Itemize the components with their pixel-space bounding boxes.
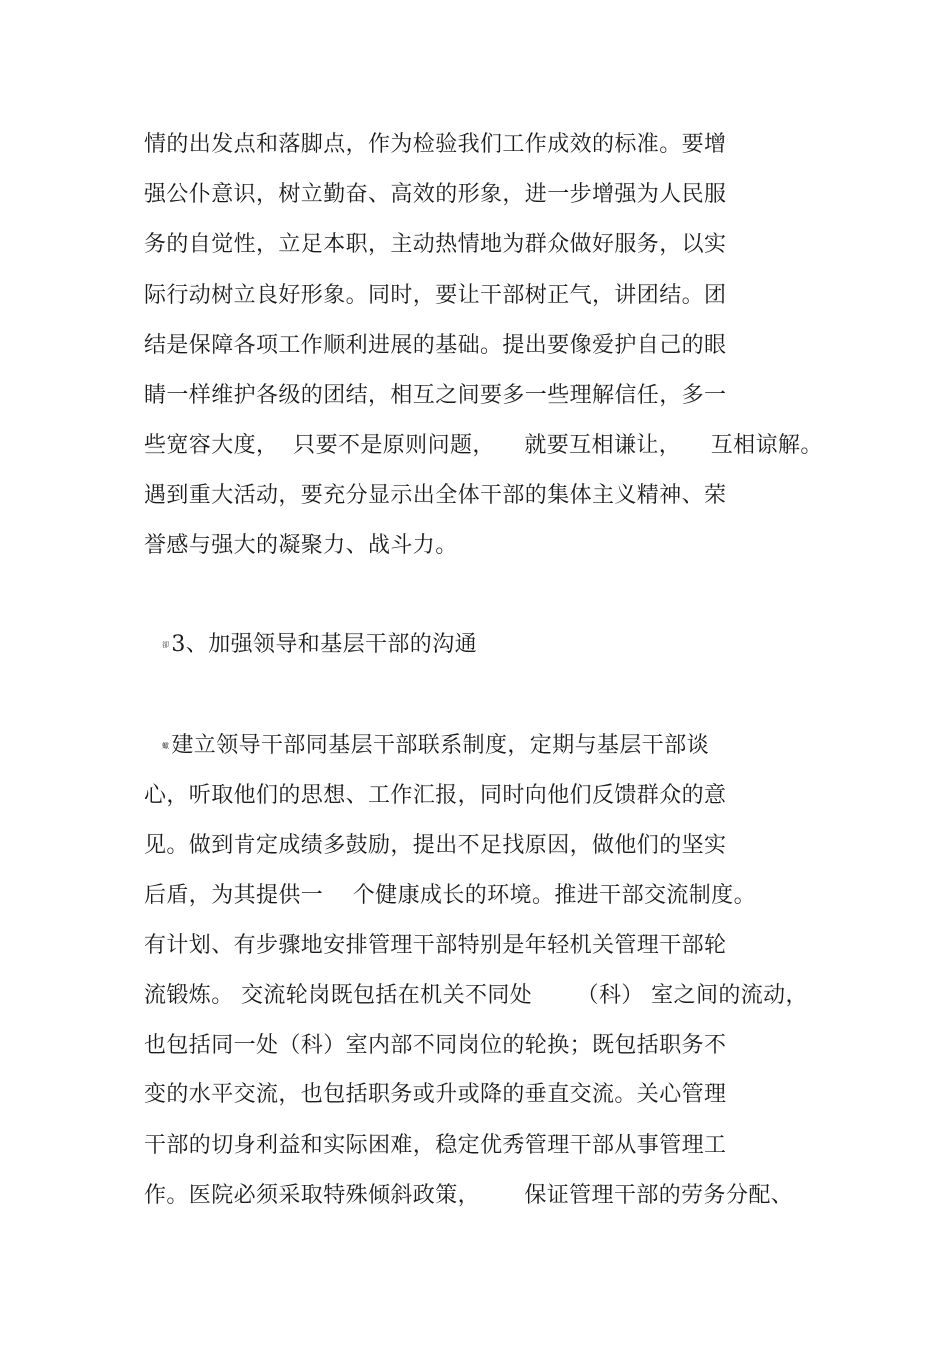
paragraph1-line-3: 务的自觉性，立足本职，主动热情地为群众做好服务，以实 bbox=[144, 232, 727, 257]
paragraph1-line-1: 情的出发点和落脚点，作为检验我们工作成效的标准。要增 bbox=[144, 132, 727, 157]
paragraph2-line-4: 后盾，为其提供一 个健康成长的环境。推进干部交流制度。 bbox=[144, 883, 756, 908]
paragraph1-line-8: 遇到重大活动，要充分显示出全体干部的集体主义精神、荣 bbox=[144, 483, 727, 508]
paragraph1-line-5: 结是保障各项工作顺利进展的基础。提出要像爱护自己的眼 bbox=[144, 333, 727, 358]
heading-marker: 卻 bbox=[162, 641, 170, 649]
paragraph1-line-4: 际行动树立良好形象。同时，要让干部树正气，讲团结。团 bbox=[144, 283, 727, 308]
paragraph-marker: 蠍 bbox=[162, 742, 170, 750]
paragraph1-line-9: 誉感与强大的凝聚力、战斗力。 bbox=[144, 533, 458, 558]
paragraph2-line-8: 变的水平交流，也包括职务或升或降的垂直交流。关心管理 bbox=[144, 1082, 727, 1107]
paragraph2-line-3: 见。做到肯定成绩多鼓励，提出不足找原因，做他们的坚实 bbox=[144, 833, 727, 858]
paragraph2-first-line-text: 建立领导干部同基层干部联系制度，定期与基层干部谈 bbox=[171, 733, 710, 758]
section-heading-text: 3、加强领导和基层干部的沟通 bbox=[171, 632, 478, 657]
paragraph2-line-7: 也包括同一处（科）室内部不同岗位的轮换；既包括职务不 bbox=[144, 1033, 727, 1058]
paragraph2-line-10: 作。医院必须采取特殊倾斜政策， 保证管理干部的劳务分配、 bbox=[144, 1183, 794, 1208]
paragraph1-line-7: 些宽容大度， 只要不是原则问题， 就要互相谦让， 互相谅解。 bbox=[144, 433, 823, 458]
paragraph1-line-6: 睛一样维护各级的团结，相互之间要多一些理解信任，多一 bbox=[144, 383, 727, 408]
paragraph2-line-9: 干部的切身利益和实际困难，稳定优秀管理干部从事管理工 bbox=[144, 1133, 727, 1158]
paragraph2-line-2: 心，听取他们的思想、工作汇报，同时向他们反馈群众的意 bbox=[144, 783, 727, 808]
paragraph2-line-1 bbox=[162, 731, 709, 761]
paragraph2-line-6: 流锻炼。 交流轮岗既包括在机关不同处 （科） 室之间的流动， bbox=[144, 983, 808, 1008]
section-heading bbox=[162, 630, 477, 660]
paragraph1-line-2: 强公仆意识，树立勤奋、高效的形象，进一步增强为人民服 bbox=[144, 182, 727, 207]
paragraph2-line-5: 有计划、有步骤地安排管理干部特别是年轻机关管理干部轮 bbox=[144, 933, 727, 958]
